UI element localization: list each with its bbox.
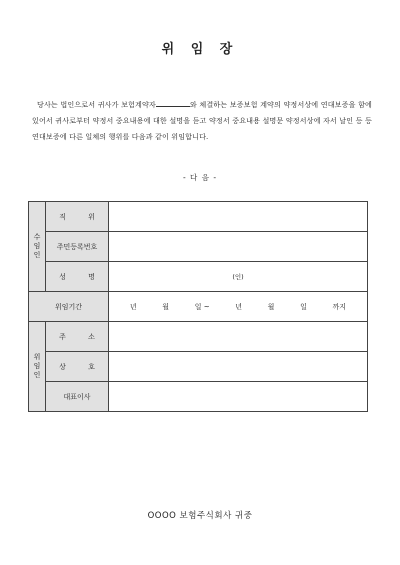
resident-number-label: 주민등록번호	[46, 232, 109, 262]
period-row	[29, 292, 368, 322]
intro-text-part1: 당사는 법인으로서 귀사가 보험계약자	[37, 100, 156, 109]
delegator-row-company	[29, 352, 368, 382]
company-name-field	[109, 352, 368, 382]
period-unit-until: 까지	[332, 302, 347, 311]
address-field	[109, 322, 368, 352]
delegate-group-cell	[29, 202, 46, 292]
delegate-row-position	[29, 202, 368, 232]
recipient-footer: OOOO 보험주식회사 귀중	[147, 511, 253, 521]
delegate-row-id-number	[29, 232, 368, 262]
subheading: - 다 음 -	[182, 173, 218, 182]
period-label: 위임기간	[29, 292, 109, 322]
delegator-row-ceo	[29, 382, 368, 412]
period-unit-year-start: 년	[129, 302, 137, 311]
delegate-row-name	[29, 262, 368, 292]
intro-paragraph	[32, 97, 372, 145]
delegator-group-cell	[29, 322, 46, 412]
policyholder-blank	[156, 98, 190, 107]
address-label: 주 소	[46, 322, 109, 352]
period-unit-year-end: 년	[235, 302, 242, 311]
resident-number-field	[109, 232, 368, 262]
document-title: 위 임 장	[161, 42, 239, 57]
period-field	[109, 292, 368, 322]
ceo-field	[109, 382, 368, 412]
period-unit-month-end: 월	[267, 302, 275, 311]
seal-mark: (인)	[232, 273, 244, 281]
ceo-label: 대표이사	[46, 382, 109, 412]
delegation-form-table	[28, 201, 368, 412]
position-field	[109, 202, 368, 232]
name-field	[109, 262, 368, 292]
delegate-group-label: 수임인	[33, 233, 41, 259]
intro-text-part2: 와 체결하는 보증보험 계약의 약정서상에 연대보증을 함에 있어서 귀사로부터 약정서 중요내용에 대한 설명을 듣고 약정서 중요내용 설명문 약정서상에 자서 날인 등 등 연대보증에 다른 일체의 행위를 다음과 같이 위임합니다.	[32, 100, 372, 141]
company-name-label: 상 호	[46, 352, 109, 382]
period-unit-month-start: 월	[162, 302, 170, 311]
position-label: 직 위	[46, 202, 109, 232]
delegator-group-label: 위임인	[33, 353, 41, 379]
delegator-row-address	[29, 322, 368, 352]
period-unit-day-end: 일	[300, 302, 307, 311]
period-unit-day-start: 일 ~	[194, 302, 210, 311]
name-label: 성 명	[46, 262, 109, 292]
